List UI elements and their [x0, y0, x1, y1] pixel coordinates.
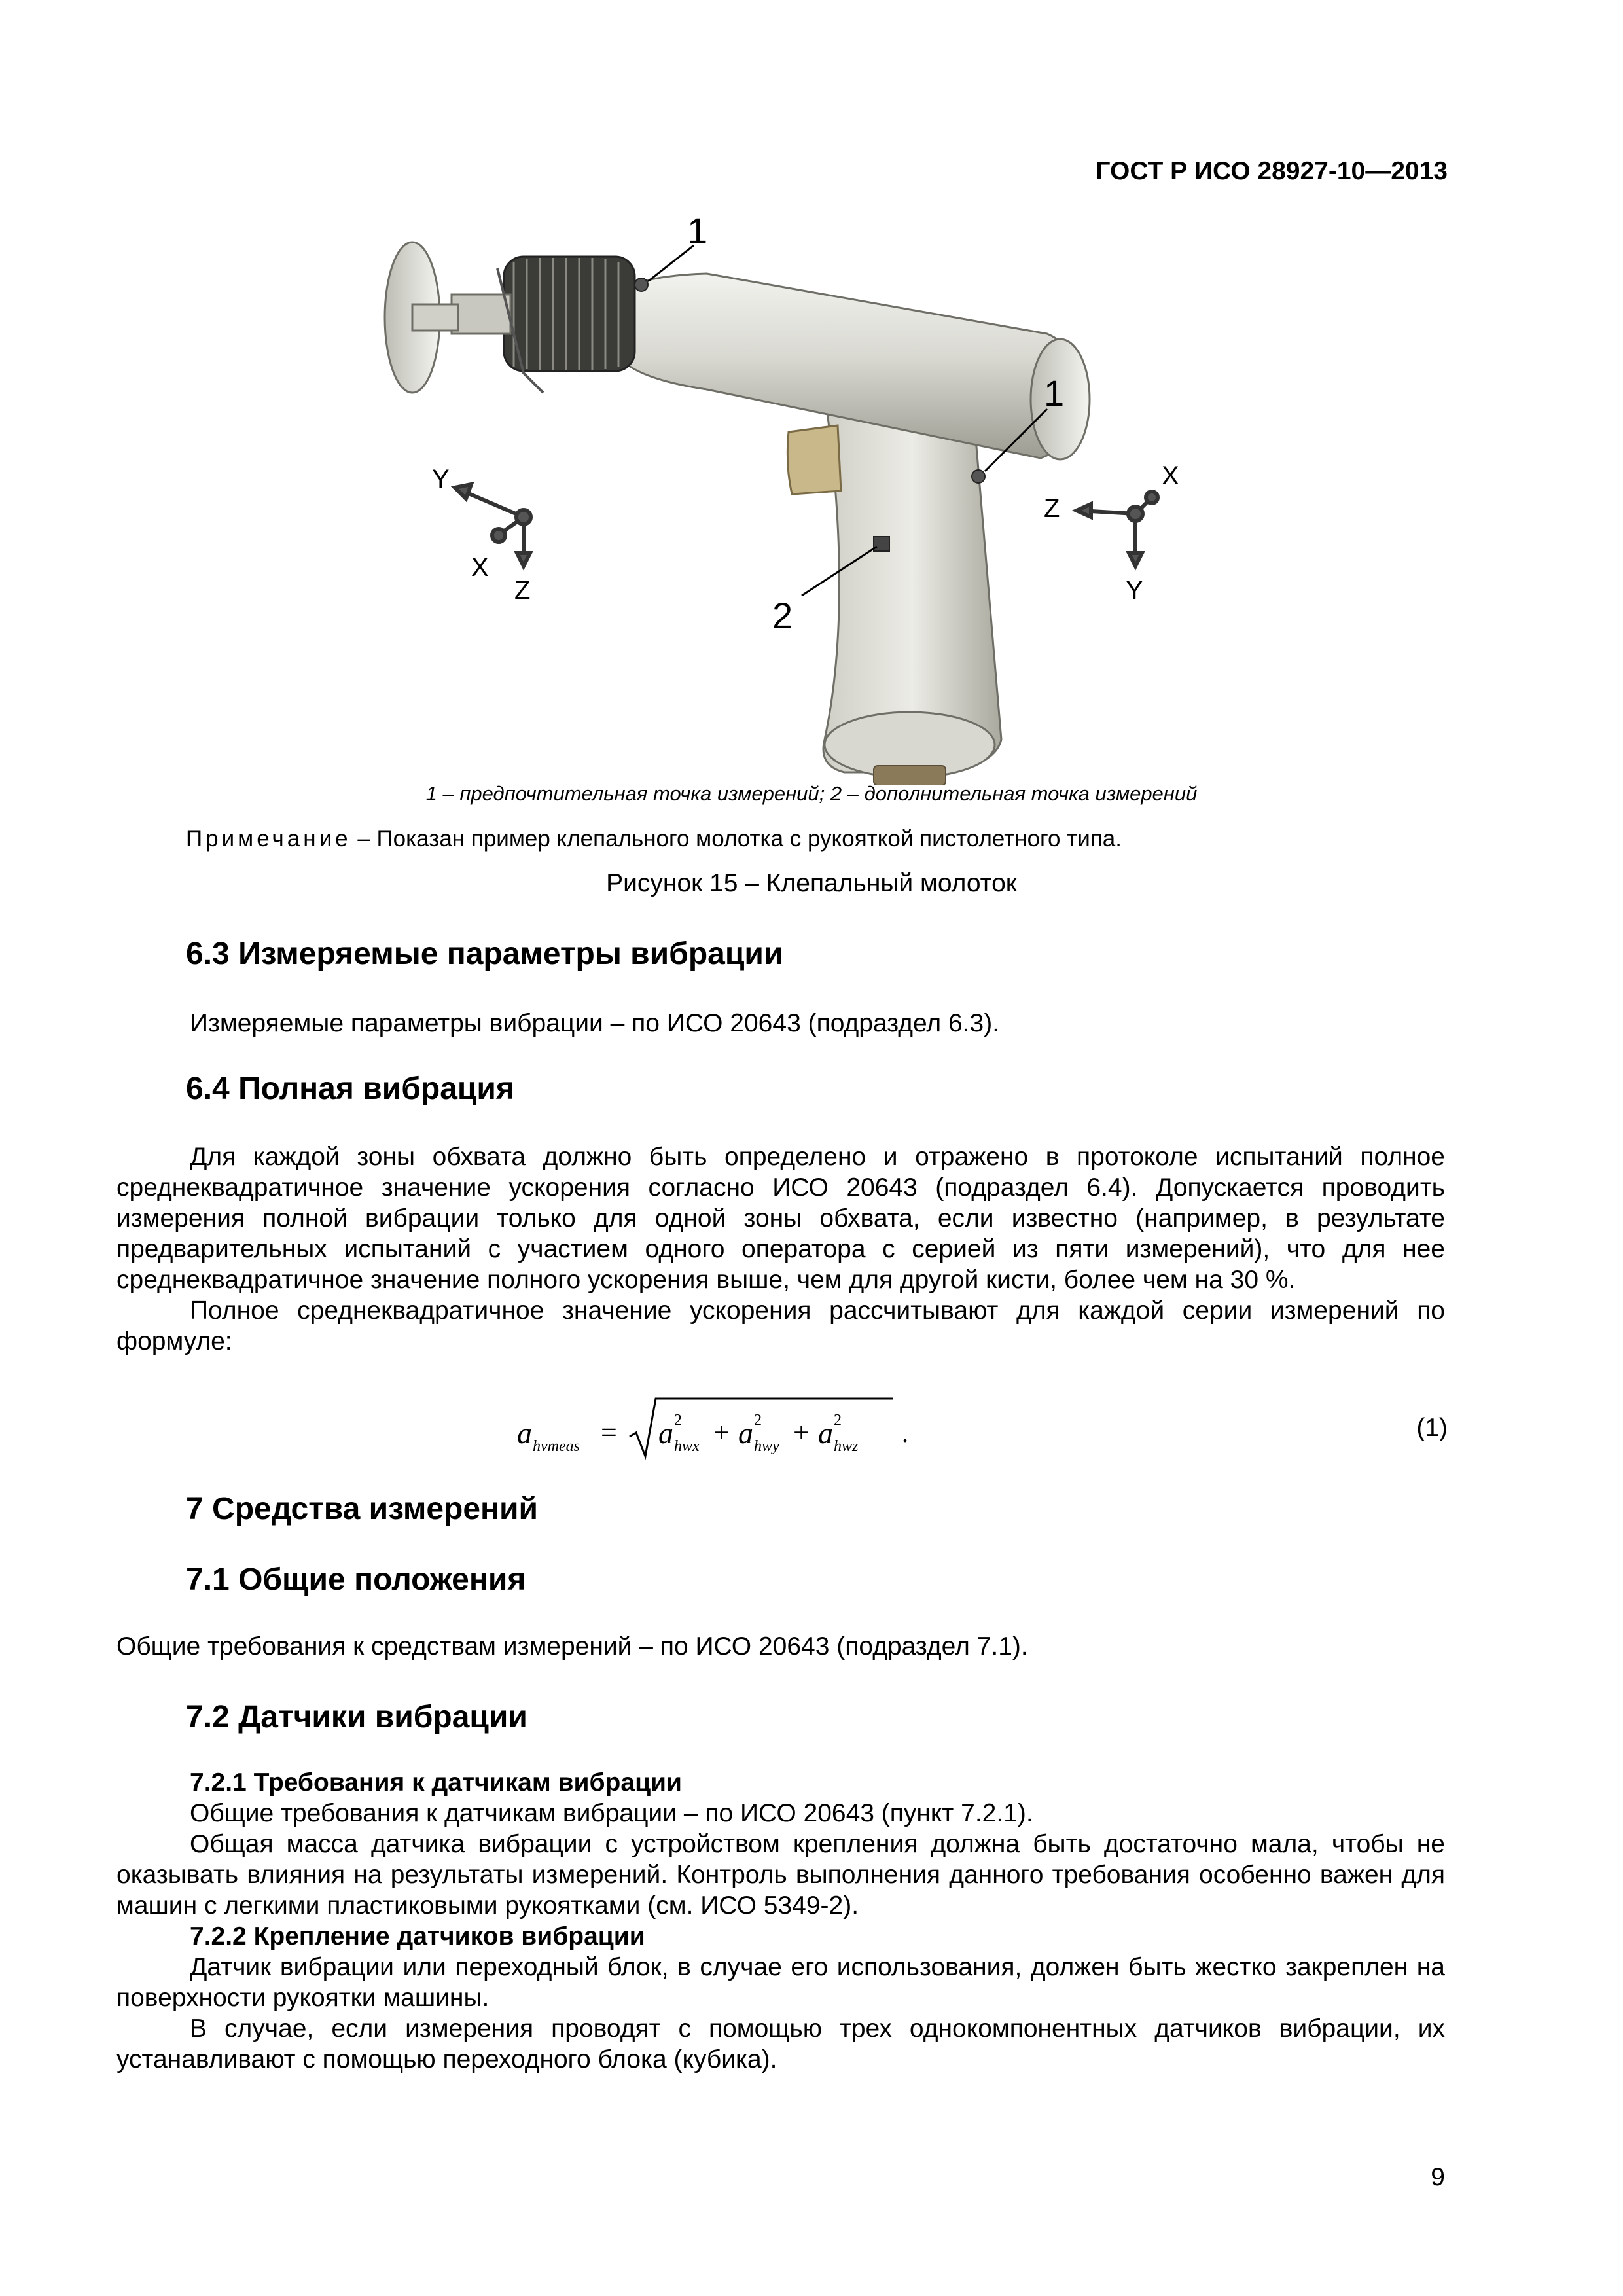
- section-7-1-title: 7.1 Общие положения: [186, 1562, 526, 1597]
- svg-text:hwy: hwy: [754, 1438, 779, 1455]
- axis-left-y: Y: [432, 465, 450, 493]
- document-code: ГОСТ Р ИСО 28927-10—2013: [1096, 157, 1448, 185]
- formula-equals: =: [601, 1416, 617, 1448]
- svg-text:2: 2: [834, 1412, 842, 1429]
- section-7-2-2-paragraph-1: Датчик вибрации или переходный блок, в случае его использования, должен быть жестко закреплен на поверхности рукоятки машины.: [116, 1953, 1445, 2012]
- svg-text:2: 2: [674, 1412, 682, 1429]
- callout-2: 2: [772, 595, 793, 636]
- axis-left-z: Z: [514, 576, 531, 605]
- axis-left-x: X: [471, 553, 489, 582]
- section-7-title: 7 Средства измерений: [186, 1492, 539, 1526]
- axes-triad-left: [455, 484, 531, 566]
- spring: [504, 257, 635, 371]
- section-7-1-text: Общие требования к средствам измерений – по ИСО 20643 (подраздел 7.1).: [116, 1632, 1028, 1660]
- section-7-2-title: 7.2 Датчики вибрации: [186, 1700, 527, 1734]
- rivet-set-neck: [412, 304, 458, 331]
- axes-triad-right: [1077, 492, 1158, 566]
- axis-right-x: X: [1162, 461, 1179, 490]
- svg-text:+: +: [793, 1416, 810, 1448]
- callout-1-front: 1: [687, 210, 708, 251]
- svg-text:a: a: [738, 1416, 753, 1450]
- page-number: 9: [1431, 2163, 1445, 2191]
- axis-right-z: Z: [1044, 494, 1060, 523]
- formula-total-vibration: [510, 1391, 929, 1463]
- formula-lhs-a: a: [517, 1416, 532, 1450]
- svg-text:a: a: [658, 1416, 673, 1450]
- svg-text:.: .: [902, 1418, 908, 1448]
- trigger: [787, 425, 841, 494]
- section-7-2-body: [116, 1767, 1445, 2075]
- section-6-3-text: Измеряемые параметры вибрации – по ИСО 20643 (подраздел 6.3).: [190, 1009, 1000, 1037]
- section-6-3-title: 6.3 Измеряемые параметры вибрации: [186, 937, 783, 971]
- measurement-point-2: [874, 537, 889, 551]
- figure-caption: Рисунок 15 – Клепальный молоток: [606, 869, 1017, 897]
- section-7-2-2-paragraph-2: В случае, если измерения проводят с помощью трех однокомпонентных датчиков вибрации, их устанавливают с помощью переходного блока (кубика).: [116, 2015, 1445, 2073]
- axis-right-y: Y: [1126, 576, 1143, 605]
- figure-note: [186, 826, 1122, 852]
- figure-legend: 1 – предпочтительная точка измерений; 2 – дополнительная точка измерений: [425, 782, 1198, 805]
- section-7-2-1-title: 7.2.1 Требования к датчикам вибрации: [190, 1768, 682, 1797]
- formula-number: (1): [1416, 1414, 1448, 1442]
- svg-text:hwx: hwx: [674, 1438, 700, 1455]
- section-6-4-title: 6.4 Полная вибрация: [186, 1071, 514, 1106]
- svg-text:2: 2: [754, 1412, 762, 1429]
- section-6-4-paragraph-2: Полное среднеквадратичное значение ускорения рассчитывают для каждой серии измерений по формуле:: [116, 1297, 1445, 1355]
- section-6-4-body: [116, 1141, 1445, 1357]
- section-7-2-1-paragraph-1: Общие требования к датчикам вибрации – по ИСО 20643 (пункт 7.2.1).: [190, 1799, 1033, 1827]
- callout-1-rear: 1: [1044, 372, 1065, 414]
- formula-lhs-sub: hvmeas: [533, 1438, 580, 1455]
- shaft: [452, 295, 510, 334]
- svg-text:a: a: [818, 1416, 833, 1450]
- svg-text:+: +: [713, 1416, 730, 1448]
- measurement-point-1-front: [635, 278, 648, 291]
- riveting-hammer-figure: [366, 196, 1217, 785]
- note-label: Примечание: [186, 826, 351, 852]
- section-6-4-paragraph-1: Для каждой зоны обхвата должно быть определено и отражено в протоколе испытаний полное среднеквадратичное значение ускорения согласно ИСО 20643 (подраздел 6.4). Допускается проводить измерения полной вибрации только для одной зоны обхвата, если известно (например, в результате предварительных испытаний с участием одного оператора с серией из пяти измерений), что для нее среднеквадратичное значение полного ускорения выше, чем для другой кисти, более чем на 30 %.: [116, 1143, 1445, 1294]
- section-7-2-1-paragraph-2: Общая масса датчика вибрации с устройством крепления должна быть достаточно мала, чтобы не оказывать влияния на результаты измерений. Контроль выполнения данного требования особенно важен для машин с легкими пластиковыми рукоятками (см. ИСО 5349-2).: [116, 1830, 1445, 1920]
- section-7-2-2-title: 7.2.2 Крепление датчиков вибрации: [190, 1922, 645, 1950]
- measurement-point-1-rear: [972, 470, 985, 483]
- note-text: – Показан пример клепального молотка с рукояткой пистолетного типа.: [351, 826, 1122, 852]
- svg-text:hwz: hwz: [834, 1438, 859, 1455]
